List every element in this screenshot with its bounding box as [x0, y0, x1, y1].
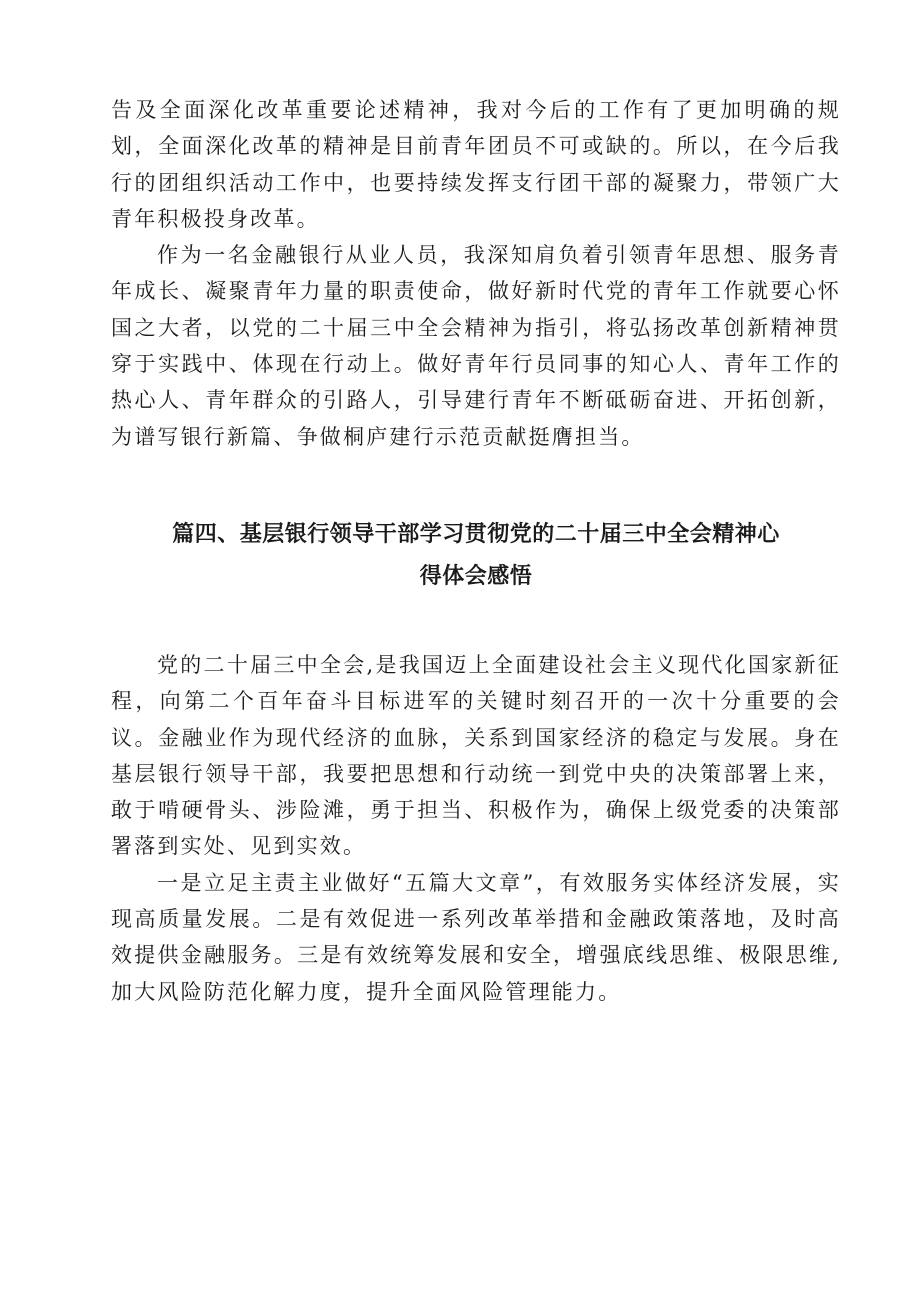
document-page [111, 92, 841, 1010]
section-heading: 篇四、基层银行领导干部学习贯彻党的二十届三中全会精神心得体会感悟 [172, 521, 780, 589]
body-paragraph: 告及全面深化改革重要论述精神，我对今后的工作有了更加明确的规划，全面深化改革的精神是目前青年团员不可或缺的。所以，在今后我行的团组织活动工作中，也要持续发挥支行团干部的凝聚力，带领广大青年积极投身改革。 [111, 98, 841, 231]
spacer [111, 455, 841, 514]
body-paragraph: 党的二十届三中全会,是我国迈上全面建设社会主义现代化国家新征程，向第二个百年奋斗目标进军的关键时刻召开的一次十分重要的会议。金融业作为现代经济的血脉，关系到国家经济的稳定与发展。身在基层银行领导干部，我要把思想和行动统一到党中央的决策部署上来，敢于啃硬骨头、涉险滩，勇于担当、积极作为，确保上级党委的决策部署落到实处、见到实效。 [111, 652, 841, 859]
body-paragraph: 作为一名金融银行从业人员，我深知肩负着引领青年思想、服务青年成长、凝聚青年力量的职责使命，做好新时代党的青年工作就要心怀国之大者，以党的二十届三中全会精神为指引，将弘扬改革创新精神贯穿于实践中、体现在行动上。做好青年行员同事的知心人、青年工作的热心人、青年群众的引路人，引导建行青年不断砥砺奋进、开拓创新，为谱写银行新篇、争做桐庐建行示范贡献挺膺担当。 [111, 243, 841, 449]
spacer [111, 598, 841, 647]
body-paragraph: 一是立足主责主业做好“五篇大文章”，有效服务实体经济发展，实现高质量发展。二是有效促进一系列改革举措和金融政策落地，及时高效提供金融服务。三是有效统筹发展和安全，增强底线思维、极限思维,加大风险防范化解力度，提升全面风险管理能力。 [111, 870, 841, 1004]
